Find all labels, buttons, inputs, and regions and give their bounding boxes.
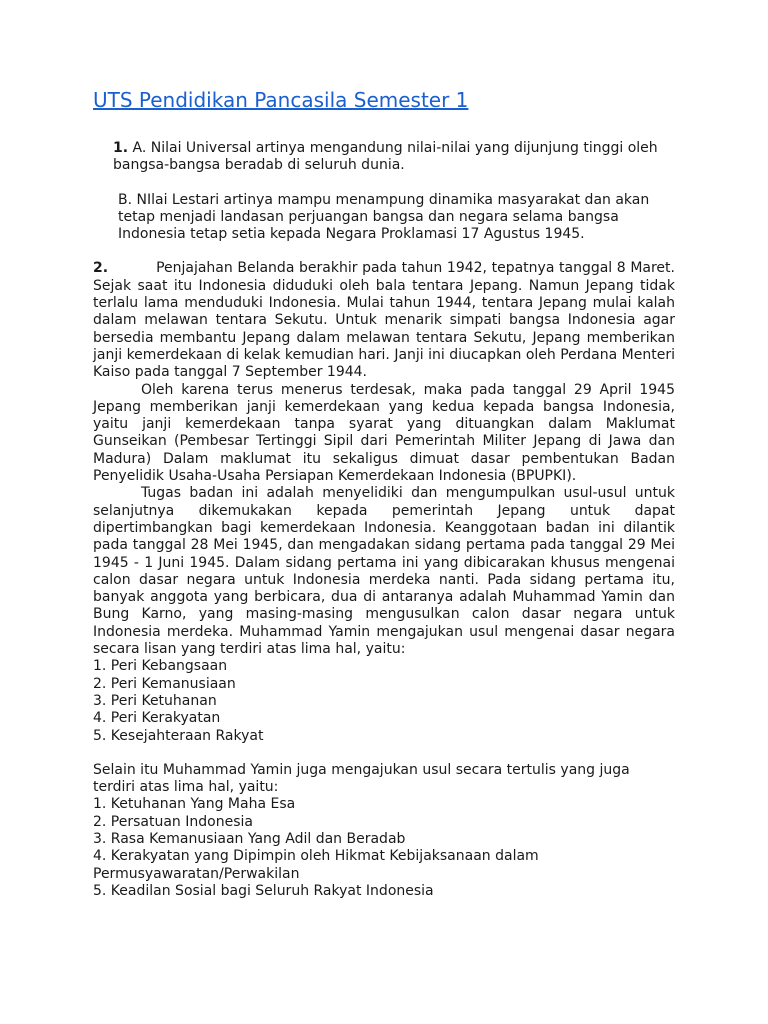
list-item: 3. Rasa Kemanusiaan Yang Adil dan Beradab xyxy=(93,830,406,847)
document-title[interactable]: UTS Pendidikan Pancasila Semester 1 xyxy=(93,88,469,112)
list-item: 5. Keadilan Sosial bagi Seluruh Rakyat Indonesia xyxy=(93,882,434,899)
answer-2-paragraph-1-text: Penjajahan Belanda berakhir pada tahun 1942, tepatnya tanggal 8 Maret. Sejak saat itu Indonesia diduduki oleh bala tentara Jepang. Namun Jepang tidak terlalu lama menduduki Indonesia. Mulai tahun 1944, tentara Jepang mulai kalah dalam melawan tentara Sekutu. Untuk menarik simpati bangsa Indonesia agar bersedia membantu Jepang dalam melawan tentara Sekutu, Jepang memberikan janji kemerdekaan di kelak kemudian hari. Janji ini diucapkan oleh Perdana Menteri Kaiso pada tanggal 7 September 1944. xyxy=(93,260,675,381)
answer-number-2: 2. xyxy=(93,260,109,277)
answer-2-paragraph-3-text: Tugas badan ini adalah menyelidiki dan mengumpulkan usul-usul untuk selanjutnya dikemukakan kepada pemerintah Jepang untuk dapat dipertimbangkan bagi kemerdekaan Indonesia. Keanggotaan badan ini dilantik pada tanggal 28 Mei 1945, dan mengadakan sidang pertama pada tanggal 29 Mei 1945 - 1 Juni 1945. Dalam sidang pertama ini yang dibicarakan khusus mengenai calon dasar negara untuk Indonesia merdeka nanti. Pada sidang pertama itu, banyak anggota yang berbicara, dua di antaranya adalah Muhammad Yamin dan Bung Karno, yang masing-masing mengusulkan calon dasar negara untuk Indonesia merdeka. Muhammad Yamin mengajukan usul mengenai dasar negara secara lisan yang terdiri atas lima hal, yaitu: xyxy=(93,485,675,658)
yamin-oral-list xyxy=(93,658,675,744)
list-item: 2. Peri Kemanusiaan xyxy=(93,675,236,692)
answer-2-paragraph-1 xyxy=(93,260,675,381)
answer-2-paragraph-4: Selain itu Muhammad Yamin juga mengajukan usul secara tertulis yang juga terdiri atas lima hal, yaitu: xyxy=(93,761,630,796)
answer-1b: B. NIlai Lestari artinya mampu menampung dinamika masyarakat dan akan tetap menjadi landasan perjuangan bangsa dan negara selama bangsa Indonesia tetap setia kepada Negara Proklamasi 17 Agustus 1945. xyxy=(118,191,650,243)
list-item: 3. Peri Ketuhanan xyxy=(93,692,217,709)
answer-1a xyxy=(93,140,675,175)
list-item: 4. Kerakyatan yang Dipimpin oleh Hikmat Kebijaksanaan dalam Permusyawaratan/Perwakilan xyxy=(93,848,539,882)
answer-1a-text: A. Nilai Universal artinya mengandung nilai-nilai yang dijunjung tinggi oleh bangsa-bangsa beradab di seluruh dunia. xyxy=(113,140,658,174)
answer-2-paragraph-3 xyxy=(93,485,675,658)
answer-number-1: 1. xyxy=(113,140,129,156)
list-item: 5. Kesejahteraan Rakyat xyxy=(93,727,264,744)
answer-2-paragraph-2-text: Oleh karena terus menerus terdesak, maka pada tanggal 29 April 1945 Jepang memberikan janji kemerdekaan yang kedua kepada bangsa Indonesia, yaitu janji kemerdekaan tanpa syarat yang dituangkan dalam Maklumat Gunseikan (Pembesar Tertinggi Sipil dari Pemerintah Militer Jepang di Jawa dan Madura) Dalam maklumat itu sekaligus dimuat dasar pembentukan Badan Penyelidik Usaha-Usaha Persiapan Kemerdekaan Indonesia (BPUPKI). xyxy=(93,381,675,485)
list-item: 2. Persatuan Indonesia xyxy=(93,813,253,830)
list-item: 4. Peri Kerakyatan xyxy=(93,710,221,727)
answer-2-paragraph-2 xyxy=(93,382,675,486)
document-body xyxy=(93,140,675,900)
yamin-written-list xyxy=(93,796,675,900)
list-item: 1. Ketuhanan Yang Maha Esa xyxy=(93,796,296,813)
list-item: 1. Peri Kebangsaan xyxy=(93,658,228,675)
